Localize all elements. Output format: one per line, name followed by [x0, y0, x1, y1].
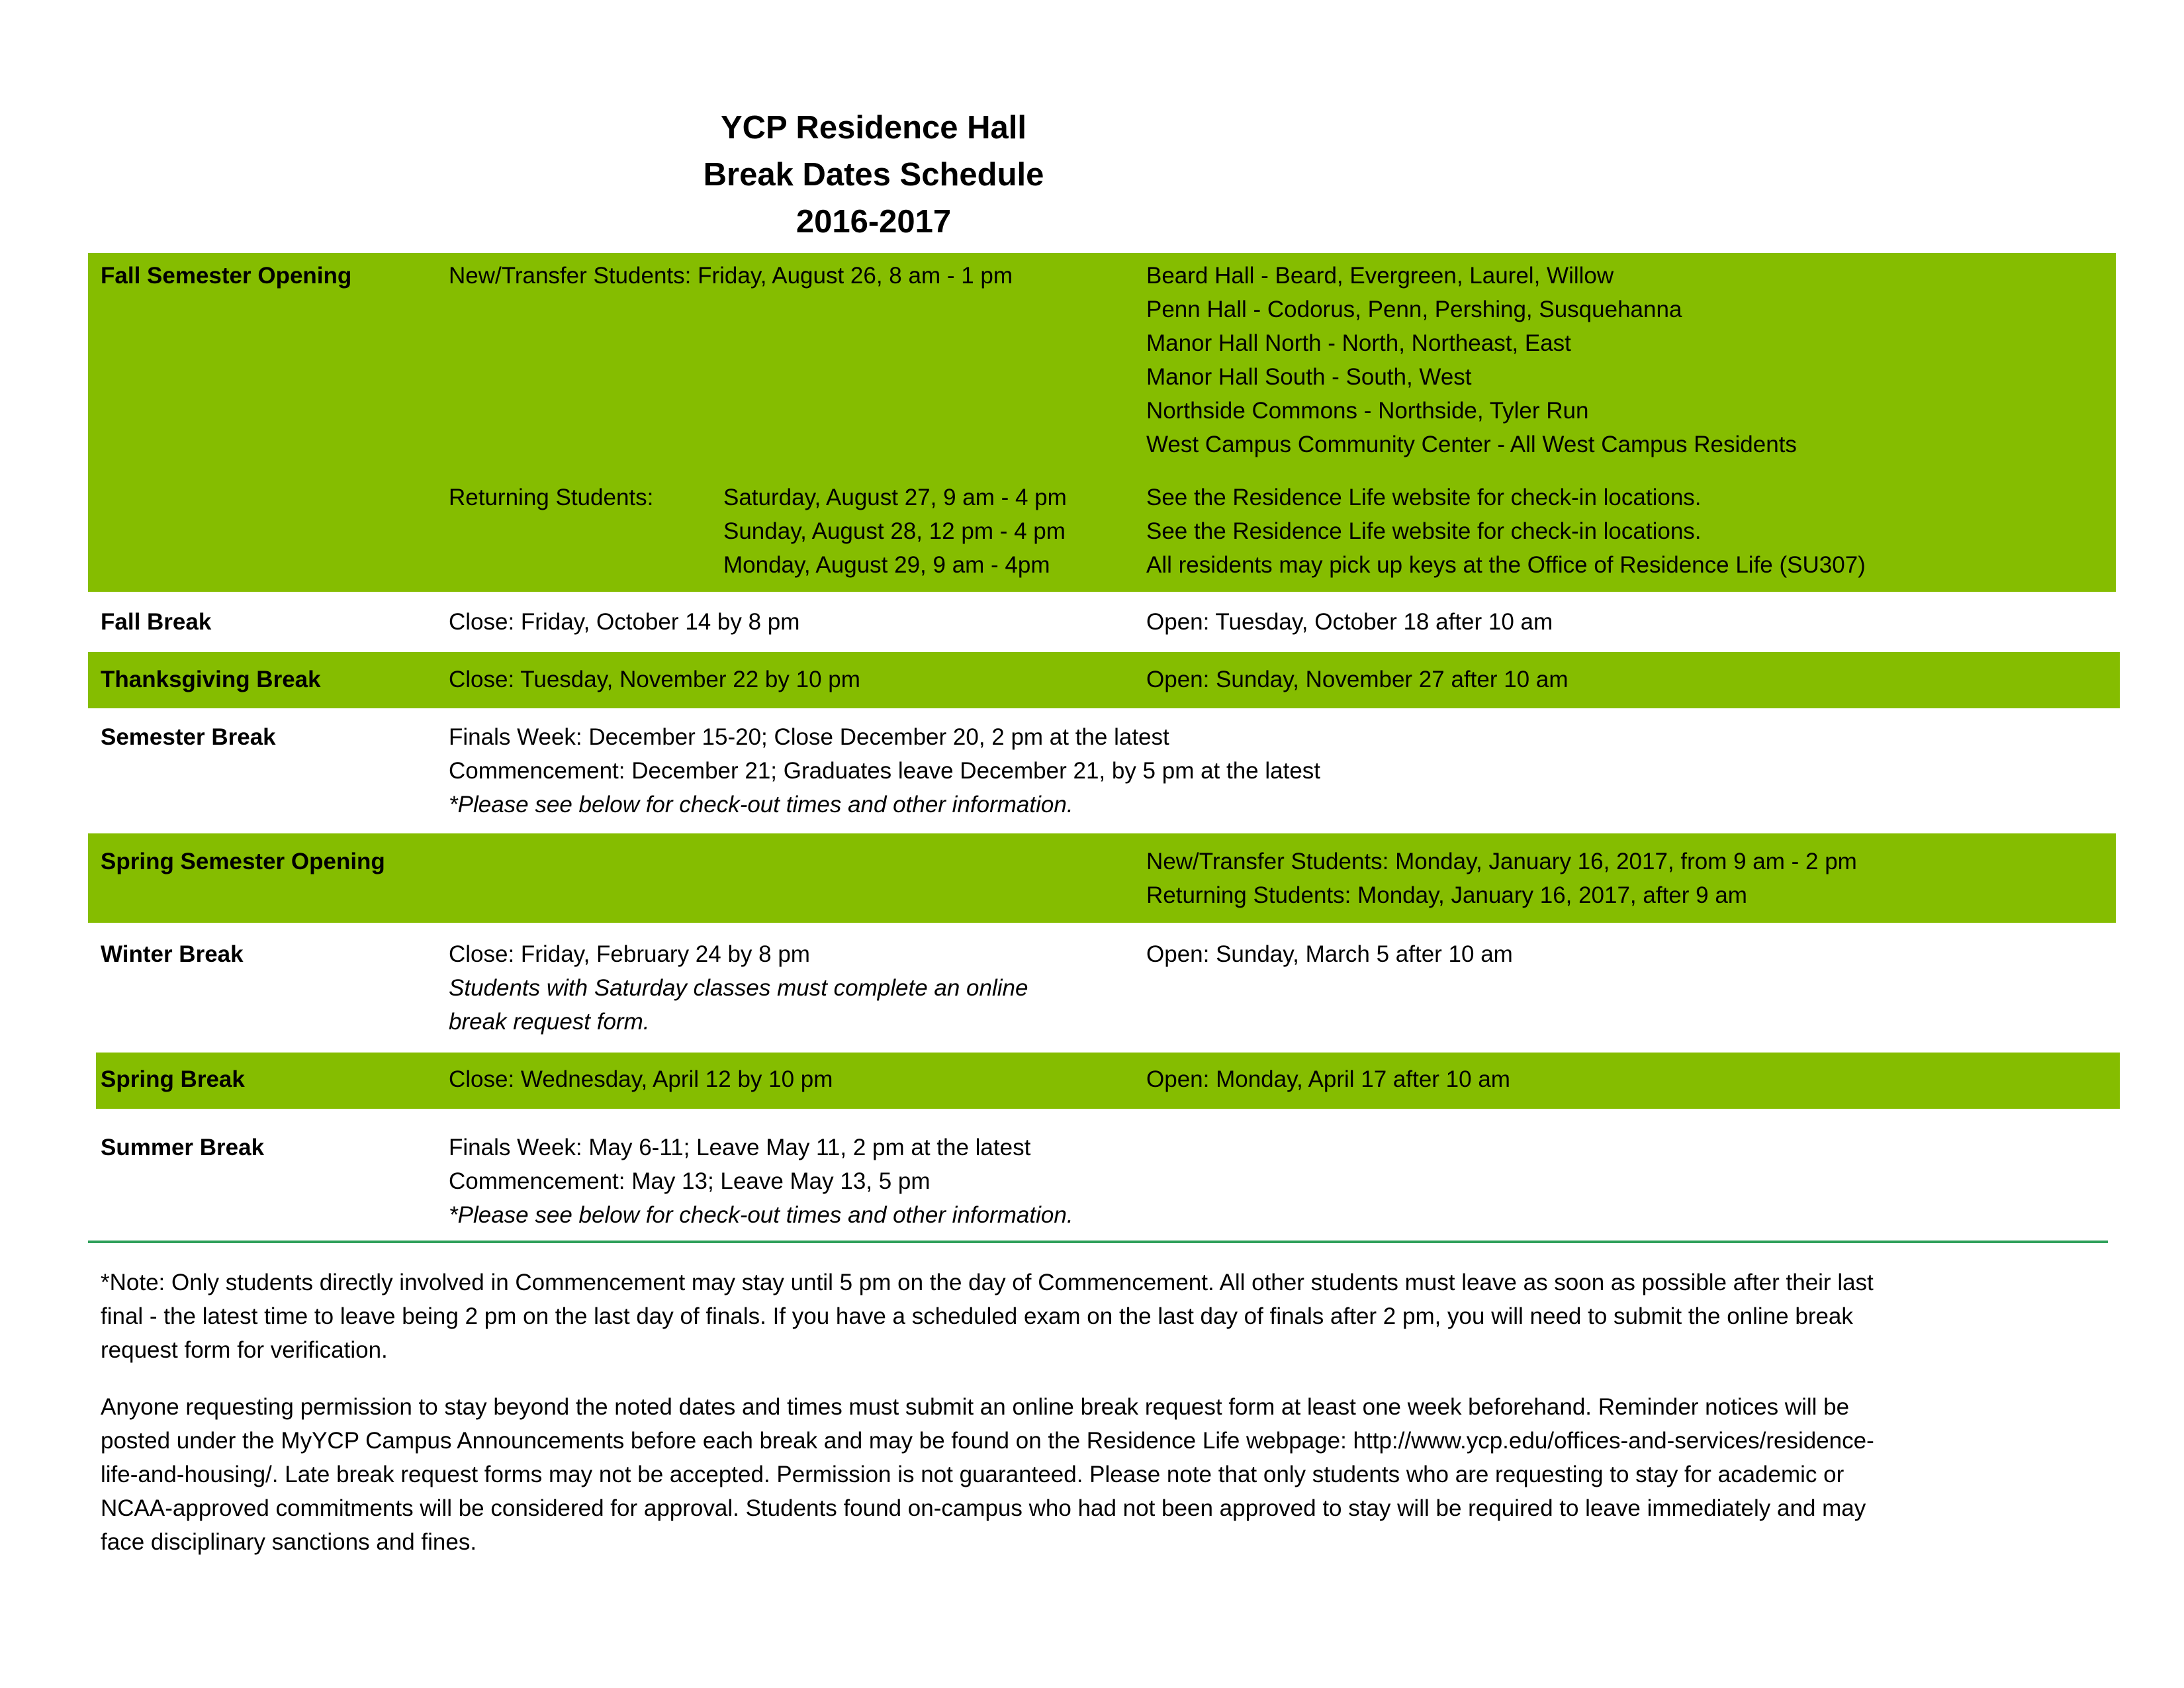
section-divider — [88, 1241, 2108, 1243]
semester-break-label: Semester Break — [101, 724, 276, 750]
winter-break-close: Close: Friday, February 24 by 8 pm — [449, 941, 810, 967]
fall-opening-halls — [1146, 259, 1797, 461]
winter-break-note: break request form. — [449, 1009, 650, 1035]
semester-break-note: *Please see below for check-out times and other information. — [449, 792, 1073, 818]
hall-line: Beard Hall - Beard, Evergreen, Laurel, Willow — [1146, 263, 1614, 289]
spring-break-label: Spring Break — [101, 1066, 245, 1092]
hall-line: Manor Hall North - North, Northeast, East — [1146, 330, 1571, 356]
hall-line: Manor Hall South - South, West — [1146, 364, 1472, 390]
thanksgiving-break-close: Close: Tuesday, November 22 by 10 pm — [449, 667, 860, 692]
title-line-1: YCP Residence Hall — [720, 110, 1027, 146]
break-request-policy — [101, 1390, 2086, 1559]
returning-notes — [1146, 481, 1866, 582]
semester-break-finals: Finals Week: December 15-20; Close December 20, 2 pm at the latest — [449, 724, 1169, 750]
spring-opening-new-transfer: New/Transfer Students: Monday, January 16, 2017, from 9 am - 2 pm — [1146, 849, 1857, 874]
summer-break-commencement: Commencement: May 13; Leave May 13, 5 pm — [449, 1168, 931, 1194]
returning-note: All residents may pick up keys at the Office of Residence Life (SU307) — [1146, 552, 1866, 578]
policy-line: face disciplinary sanctions and fines. — [101, 1529, 477, 1555]
semester-break-details — [449, 720, 1320, 821]
spring-opening-details — [1146, 845, 1857, 912]
spring-opening-label: Spring Semester Opening — [101, 849, 385, 874]
returning-dates — [723, 481, 1067, 582]
policy-line: life-and-housing/. Late break request forms may not be accepted. Permission is not guaranteed. Please note that only students who are requesting to stay for academic or — [101, 1462, 1844, 1487]
spring-opening-returning: Returning Students: Monday, January 16, 2017, after 9 am — [1146, 882, 1747, 908]
policy-line: posted under the MyYCP Campus Announcements before each break and may be found on the Residence Life webpage: http://www.ycp.edu/offices-and-services/residence- — [101, 1428, 1874, 1454]
returning-note: See the Residence Life website for check-in locations. — [1146, 518, 1702, 544]
returning-date: Sunday, August 28, 12 pm - 4 pm — [723, 518, 1066, 544]
returning-date: Saturday, August 27, 9 am - 4 pm — [723, 485, 1067, 510]
title-line-2: Break Dates Schedule — [703, 157, 1044, 193]
note-line: *Note: Only students directly involved in Commencement may stay until 5 pm on the day of Commencement. All other students must leave as soon as possible after their last — [101, 1270, 1874, 1295]
fall-break-label: Fall Break — [101, 609, 212, 635]
thanksgiving-break-open: Open: Sunday, November 27 after 10 am — [1146, 667, 1569, 692]
semester-break-commencement: Commencement: December 21; Graduates leave December 21, by 5 pm at the latest — [449, 758, 1321, 784]
hall-line: West Campus Community Center - All West Campus Residents — [1146, 432, 1797, 457]
winter-break-open: Open: Sunday, March 5 after 10 am — [1146, 941, 1513, 967]
summer-break-label: Summer Break — [101, 1135, 265, 1160]
winter-break-note: Students with Saturday classes must complete an online — [449, 975, 1028, 1001]
note-line: request form for verification. — [101, 1337, 388, 1363]
spring-break-close: Close: Wednesday, April 12 by 10 pm — [449, 1066, 833, 1092]
hall-line: Northside Commons - Northside, Tyler Run — [1146, 398, 1589, 424]
policy-line: Anyone requesting permission to stay beyond the noted dates and times must submit an online break request form at least one week beforehand. Reminder notices will be — [101, 1394, 1850, 1420]
returning-note: See the Residence Life website for check-in locations. — [1146, 485, 1702, 510]
winter-break-label: Winter Break — [101, 941, 244, 967]
note-line: final - the latest time to leave being 2 pm on the last day of finals. If you have a scheduled exam on the last day of finals after 2 pm, you will need to submit the online break — [101, 1303, 1853, 1329]
row-thanksgiving-break — [88, 652, 2120, 708]
page-title — [0, 105, 1747, 246]
fall-break-close: Close: Friday, October 14 by 8 pm — [449, 609, 800, 635]
returning-date: Monday, August 29, 9 am - 4pm — [723, 552, 1050, 578]
row-spring-break — [96, 1053, 2120, 1109]
hall-line: Penn Hall - Codorus, Penn, Pershing, Susquehanna — [1146, 297, 1682, 322]
summer-break-details — [449, 1131, 1073, 1232]
winter-break-details — [449, 937, 1028, 1039]
fall-break-open: Open: Tuesday, October 18 after 10 am — [1146, 609, 1553, 635]
spring-break-open: Open: Monday, April 17 after 10 am — [1146, 1066, 1510, 1092]
summer-break-note: *Please see below for check-out times and other information. — [449, 1202, 1073, 1228]
thanksgiving-break-label: Thanksgiving Break — [101, 667, 321, 692]
summer-break-finals: Finals Week: May 6-11; Leave May 11, 2 pm at the latest — [449, 1135, 1031, 1160]
policy-line: NCAA-approved commitments will be considered for approval. Students found on-campus who had not been approved to stay will be required to leave immediately and may — [101, 1495, 1866, 1521]
fall-opening-label: Fall Semester Opening — [101, 263, 352, 289]
fall-opening-new-transfer: New/Transfer Students: Friday, August 26, 8 am - 1 pm — [449, 263, 1013, 289]
title-line-3: 2016-2017 — [796, 204, 952, 240]
returning-students-label: Returning Students: — [449, 485, 654, 510]
commencement-note — [101, 1266, 2086, 1367]
